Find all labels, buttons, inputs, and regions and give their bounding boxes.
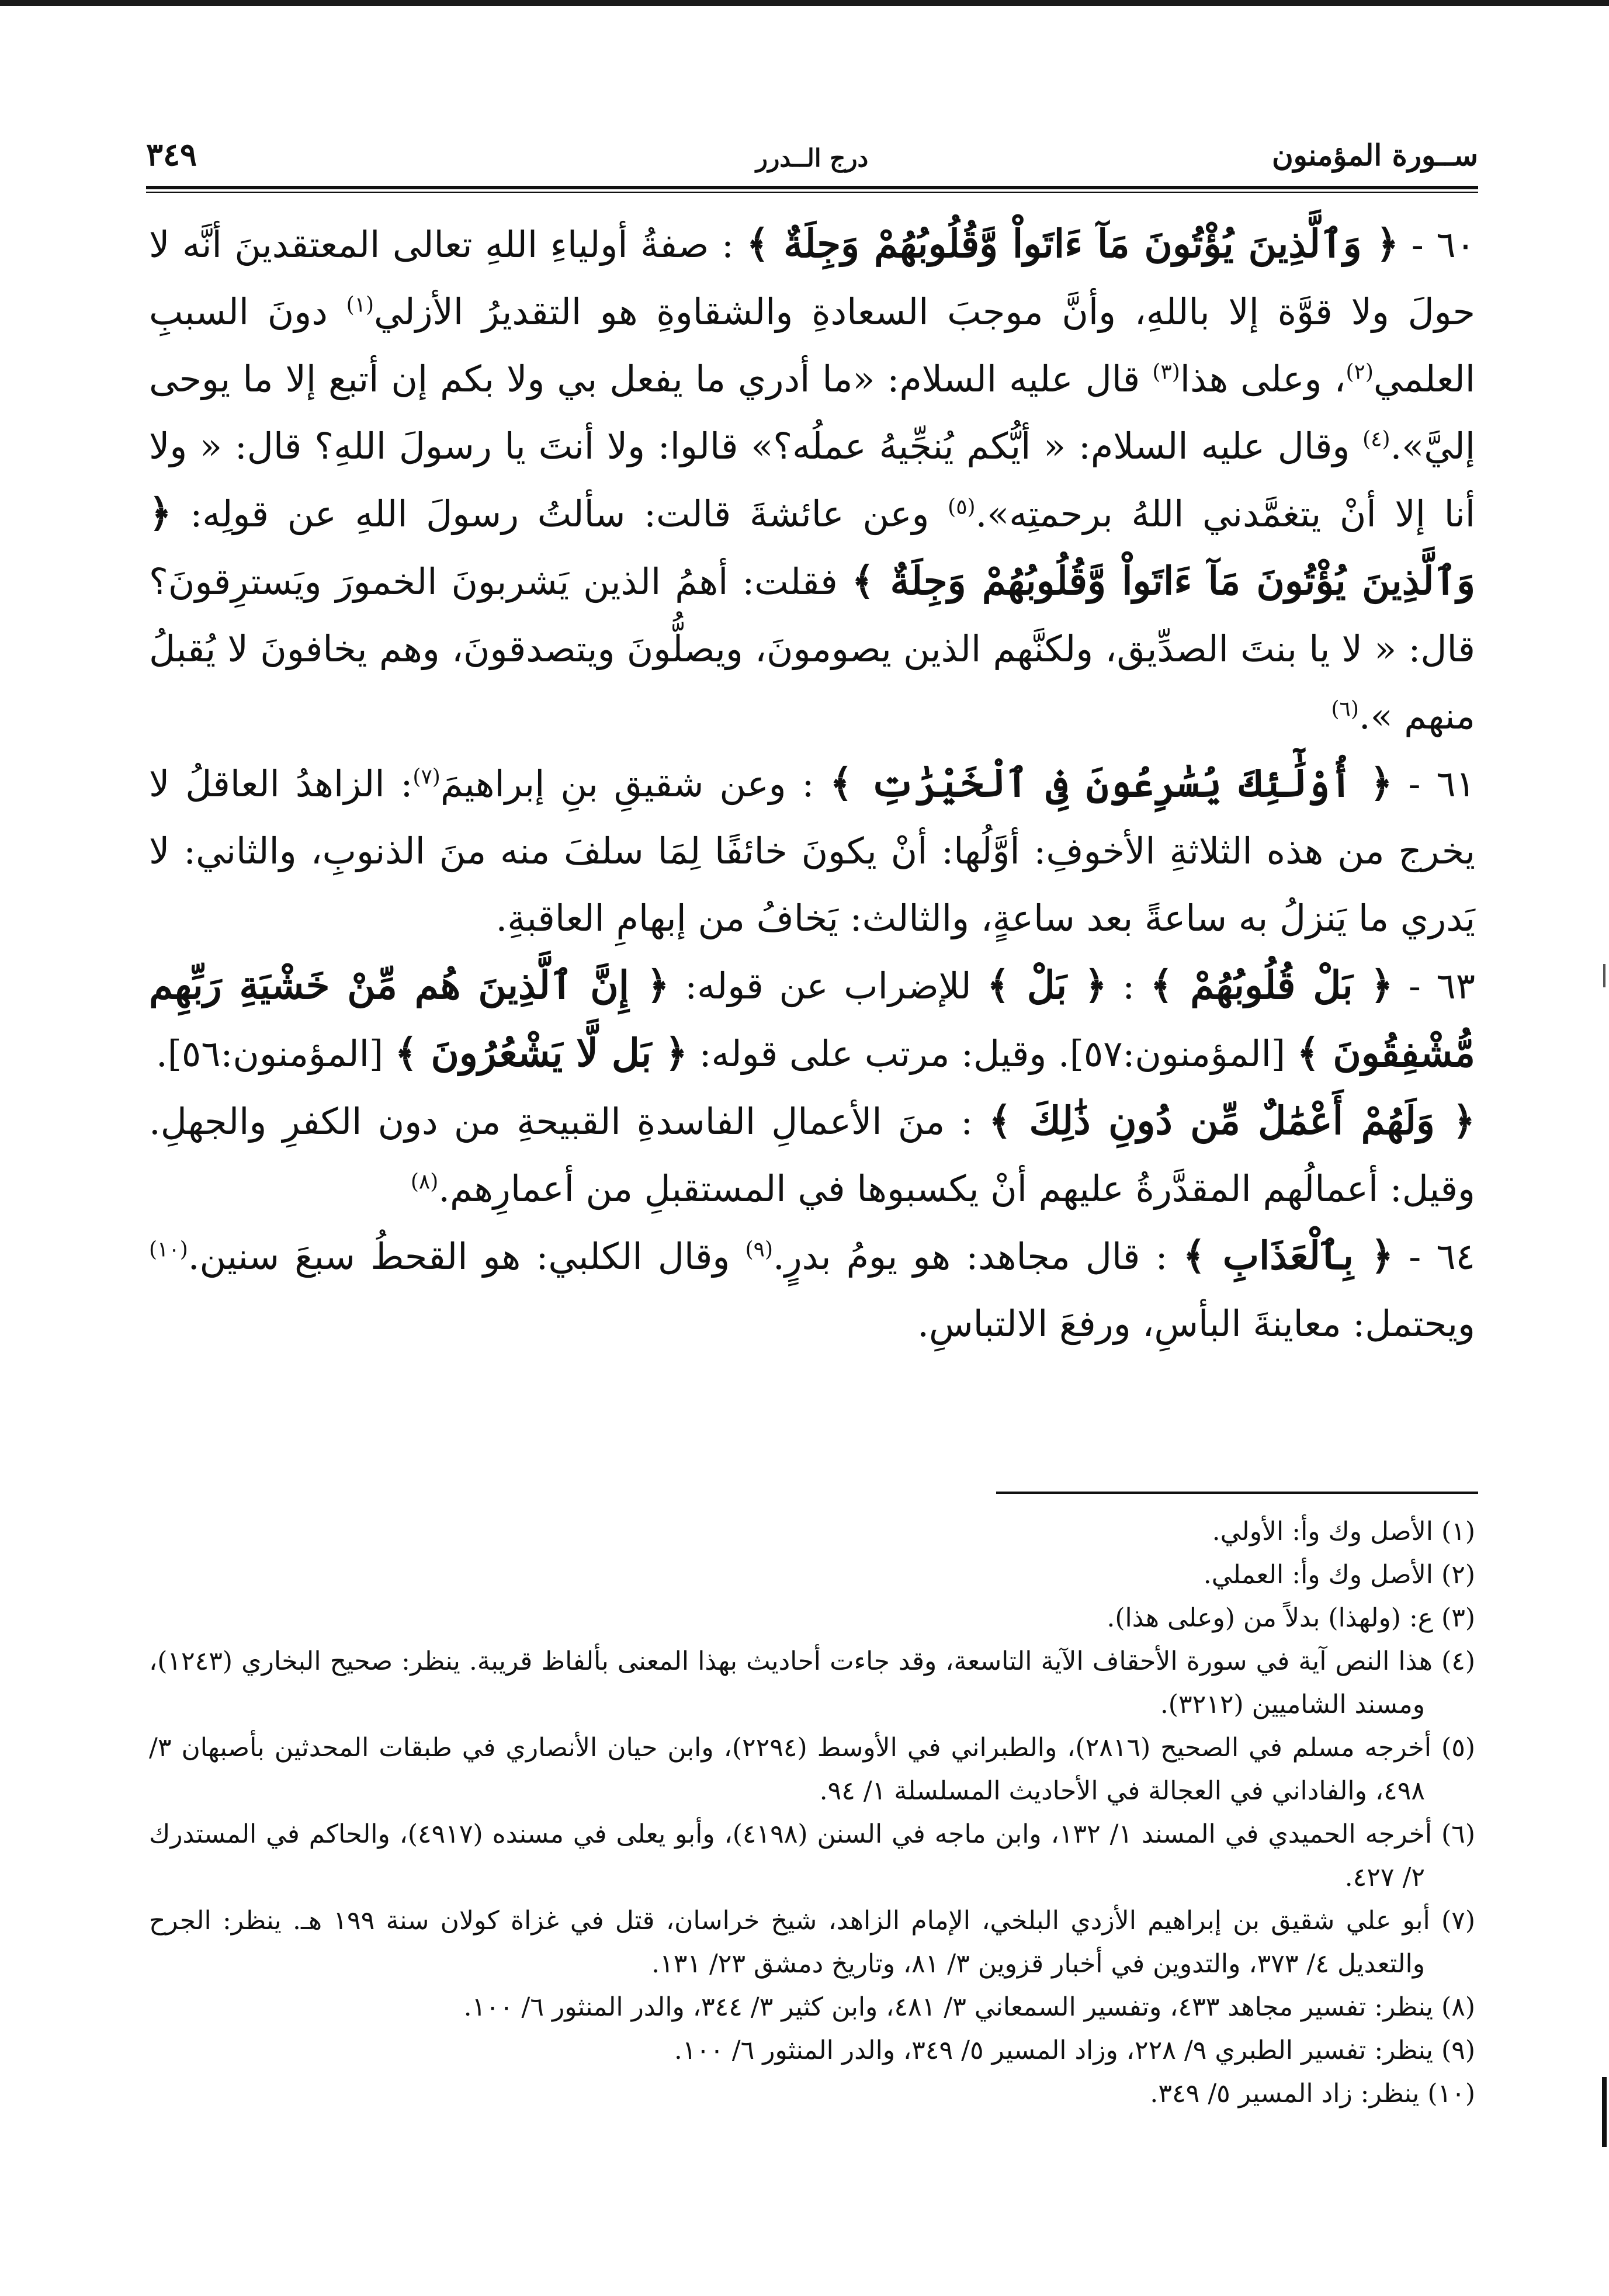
footnote: (١) الأصل وك وأ: الأولي. (1212, 1517, 1475, 1546)
commentary-text: وقال الكلبي: هو القحطُ سبعَ سنين. (188, 1235, 745, 1278)
surah-title: ســورة المؤمنون (1271, 138, 1478, 172)
header-rule (146, 186, 1478, 193)
footnote-ref: (٧) (412, 765, 441, 789)
commentary-text: وقال عليه السلام: « أيُّكم يُنجِّيهُ عملُه؟» قالوا: ولا أنتَ يا رسولَ اللهِ؟ قال: « ولا أنا إلا أنْ يتغمَّدني اللهُ برحمتِه». (149, 425, 1475, 535)
main-text (149, 210, 1475, 1357)
footnote-ref: (٦) (1331, 697, 1359, 722)
paragraph-verse-60 (149, 210, 1475, 750)
book-title: درج الــدرر (755, 144, 869, 172)
paragraph-verse-64 (149, 1222, 1475, 1357)
quran-quote: ﴿ بَلْ ﴾ (987, 962, 1107, 1008)
footnote: (٢) الأصل وك وأ: العملي. (1203, 1560, 1475, 1590)
quran-quote: ﴿ بَل لَّا يَشْعُرُونَ ﴾ (394, 1030, 688, 1076)
footnote-ref: (١٠) (149, 1237, 188, 1262)
margin-scan-mark (1602, 2077, 1607, 2147)
quran-quote: ﴿ وَٱلَّذِينَ يُؤْتُونَ مَآ ءَاتَواْ وَّقُلُوبُهُمْ وَجِلَةٌ ﴾ (746, 221, 1399, 266)
footnote-ref: (١) (346, 293, 374, 317)
quran-quote: ﴿ وَٱلَّذِينَ يُؤْتُونَ مَآ ءَاتَواْ وَّقُلُوبُهُمْ وَجِلَةٌ ﴾ (149, 490, 1475, 604)
footnote-ref: (٨) (410, 1170, 439, 1194)
paragraph-verse-63-cont (149, 1087, 1475, 1222)
margin-scan-mark (1603, 964, 1605, 987)
footnote: (٥) أخرجه مسلم في الصحيح (٢٨١٦)، والطبراني في الأوسط (٢٢٩٤)، وابن حيان الأنصاري في طبقات المحدثين بأصبهان ٣/ ٤٩٨، والفاداني في العجالة في الأحاديث المسلسلة ١/ ٩٤. (149, 1733, 1475, 1806)
quran-quote: ﴿ وَلَهُمْ أَعْمَٰلٌ مِّن دُونِ ذَٰلِكَ ﴾ (989, 1098, 1475, 1143)
commentary-text: وعن عائشةَ قالت: سألتُ رسولَ اللهِ عن قولِه: (171, 493, 948, 535)
commentary-text: [المؤمنون:٥٦]. (156, 1032, 395, 1075)
footnotes (149, 1510, 1475, 2115)
quran-quote: ﴿ بَلْ قُلُوبُهُمْ ﴾ (1150, 962, 1393, 1008)
footnote-ref: (٢) (1346, 360, 1374, 384)
commentary-text: : قال مجاهد: هو يومُ بدرٍ. (773, 1235, 1183, 1278)
paragraph-verse-63 (149, 952, 1475, 1087)
verse-number: ٦٠ - (1399, 223, 1475, 266)
footnote: (١٠) ينظر: زاد المسير ٥/ ٣٤٩. (1150, 2079, 1475, 2108)
footnote: (٤) هذا النص آية في سورة الأحقاف الآية التاسعة، وقد جاءت أحاديث بهذا المعنى بألفاظ قريبة. ينظر: صحيح البخاري (١٢٤٣)، ومسند الشاميين (٣٢١٢). (149, 1646, 1475, 1719)
commentary-text: : صفةُ أولياءِ اللهِ تعالى المعتقدينَ أنَّه لا حولَ ولا قوَّة إلا باللهِ، وأنَّ موجبَ السعادةِ والشقاوةِ هو التقديرُ الأزلي (149, 223, 1476, 333)
page-header (146, 132, 1478, 185)
footnote-ref: (٥) (948, 495, 976, 519)
commentary-text: : منَ الأعمالِ الفاسدةِ القبيحةِ من دون الكفرِ والجهلِ. وقيل: أعمالُهم المقدَّرةُ عليهم أنْ يكسبوها في المستقبلِ من أعمارِهم. (149, 1100, 1475, 1210)
footnote-ref: (٩) (745, 1237, 773, 1262)
footnote: (٩) ينظر: تفسير الطبري ٩/ ٢٢٨، وزاد المسير ٥/ ٣٤٩، والدر المنثور ٦/ ١٠٠. (674, 2035, 1475, 2065)
verse-number: ٦٤ - (1393, 1235, 1475, 1278)
footnote-ref: (٣) (1152, 360, 1180, 384)
footnote: (٦) أخرجه الحميدي في المسند ١/ ١٣٢، وابن ماجه في السنن (٤١٩٨)، وأبو يعلى في مسنده (٤٩١٧)، والحاكم في المستدرك ٢/ ٤٢٧. (149, 1819, 1475, 1892)
verse-number: ٦٣ - (1393, 965, 1476, 1007)
quran-quote: ﴿ أُوْلَٰٓئِكَ يُسَٰرِعُونَ فِى ٱلْخَيْرَٰتِ ﴾ (830, 760, 1393, 806)
footnote-ref: (٤) (1362, 427, 1390, 452)
quran-quote: ﴿ إِنَّ ٱلَّذِينَ هُم مِّنْ خَشْيَةِ رَبِّهِم مُّشْفِقُونَ ﴾ (149, 962, 1475, 1076)
footnote: (٨) ينظر: تفسير مجاهد ٤٣٣، وتفسير السمعاني ٣/ ٤٨١، وابن كثير ٣/ ٣٤٤، والدر المنثور ٦/ ١٠٠. (463, 1992, 1475, 2022)
page-number: ٣٤٩ (146, 136, 197, 173)
commentary-text: : (1107, 965, 1150, 1007)
commentary-text: : وعن شقيقِ بنِ إبراهيمَ (440, 762, 830, 805)
commentary-text: ويحتمل: معاينةَ البأسِ، ورفعَ الالتباسِ. (917, 1302, 1475, 1345)
commentary-text: قال عليه السلام: «ما أدري ما يفعل بي ولا بكم إن أتبع إلا ما يوحى إليَّ». (149, 358, 1475, 467)
commentary-text: ، وعلى هذا (1180, 358, 1346, 400)
verse-number: ٦١ - (1392, 762, 1476, 805)
commentary-text: : الزاهدُ العاقلُ لا يخرج من هذه الثلاثةِ الأخوفِ: أوَّلُها: أنْ يكونَ خائفًا لِمَا سلفَ منه منَ الذنوبِ، والثاني: لا يَدري ما يَنزلُ به ساعةً بعد ساعةٍ، والثالث: يَخافُ من إبهامِ العاقبةِ. (149, 762, 1475, 939)
footnote: (٧) أبو علي شقيق بن إبراهيم الأزدي البلخي، الإمام الزاهد، شيخ خراسان، قتل في غزاة كولان سنة ١٩٩ هـ. ينظر: الجرح والتعديل ٤/ ٣٧٣، والتدوين في أخبار قزوين ٣/ ٨١، وتاريخ دمشق ٢٣/ ١٣١. (149, 1906, 1475, 1979)
commentary-text: للإضراب عن قوله: (669, 965, 987, 1007)
footnote-separator (996, 1492, 1478, 1494)
commentary-text: [المؤمنون:٥٧]. وقيل: مرتب على قوله: (687, 1032, 1297, 1075)
page-top-rule (0, 0, 1609, 6)
quran-quote: ﴿ بِٱلْعَذَابِ ﴾ (1183, 1233, 1394, 1278)
paragraph-verse-61 (149, 750, 1475, 952)
commentary-text: فقلت: أهمُ الذين يَشربونَ الخمورَ ويَسترِقونَ؟ قال: « لا يا بنتَ الصدِّيق، ولكنَّهم الذين يصومونَ، ويصلُّونَ ويتصدقونَ، وهم يخافونَ لا يُقبلُ منهم ». (149, 560, 1475, 737)
commentary-text: دونَ السببِ العلمي (149, 290, 1475, 400)
footnote: (٣) ع: (ولهذا) بدلاً من (وعلى هذا). (1107, 1603, 1475, 1633)
